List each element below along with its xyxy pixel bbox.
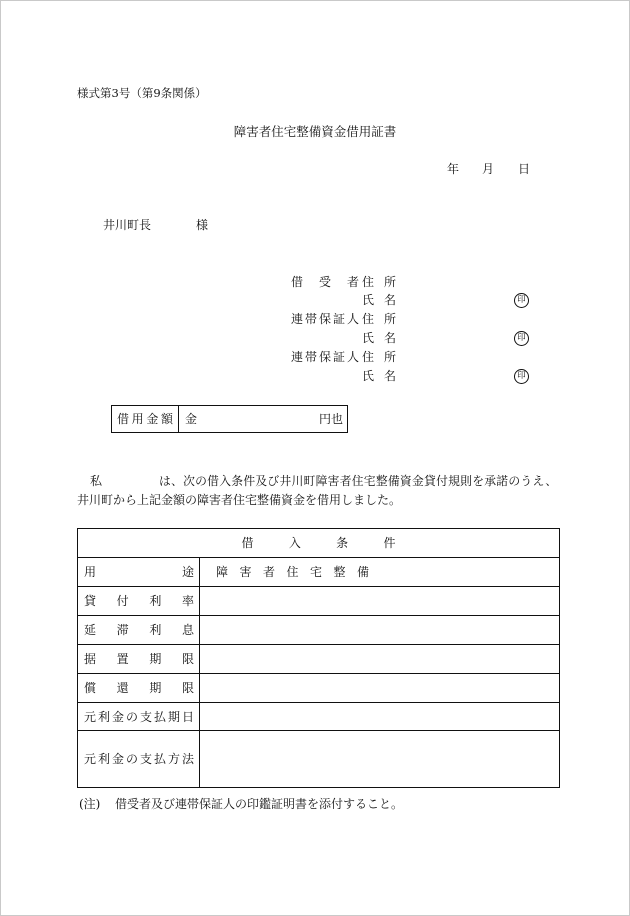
borrower-seal-mark: 印 bbox=[514, 293, 529, 308]
conditions-header: 借入条件 bbox=[241, 536, 396, 550]
condition-value-cell bbox=[200, 703, 560, 731]
condition-label-repayment-period: 償還期限 bbox=[84, 681, 194, 695]
note-marker: (注) bbox=[79, 797, 101, 811]
table-row bbox=[78, 703, 560, 731]
condition-label-cell bbox=[78, 616, 200, 645]
table-row bbox=[78, 731, 560, 788]
condition-label-cell bbox=[78, 645, 200, 674]
condition-label-cell bbox=[78, 558, 200, 587]
condition-label-purpose: 用途 bbox=[84, 565, 194, 579]
condition-label-cell bbox=[78, 674, 200, 703]
statement-line-2: 井川町から上記金額の障害者住宅整備資金を借用しました。 bbox=[77, 493, 402, 507]
condition-value-cell bbox=[200, 616, 560, 645]
date-month-label: 月 bbox=[482, 162, 495, 176]
guarantor1-role-label: 連帯保証人 bbox=[291, 312, 359, 326]
condition-value-cell bbox=[200, 731, 560, 788]
condition-label-late-interest: 延滞利息 bbox=[84, 623, 194, 637]
condition-label-cell bbox=[78, 587, 200, 616]
condition-value-cell bbox=[200, 674, 560, 703]
condition-label-deferment-period: 据置期限 bbox=[84, 652, 194, 666]
condition-label-interest-rate: 貸付利率 bbox=[84, 594, 194, 608]
statement-subject: 私 bbox=[90, 474, 103, 488]
loan-amount-label-cell bbox=[112, 406, 179, 432]
table-row bbox=[78, 674, 560, 703]
table-row bbox=[78, 616, 560, 645]
loan-amount-box bbox=[111, 405, 348, 433]
conditions-header-row bbox=[78, 529, 560, 558]
guarantor2-address-label: 住所 bbox=[362, 350, 396, 364]
guarantor2-seal-mark: 印 bbox=[514, 369, 529, 384]
condition-label-payment-method: 元利金の支払方法 bbox=[84, 752, 194, 766]
guarantor1-name-label: 氏名 bbox=[362, 331, 396, 345]
table-row bbox=[78, 587, 560, 616]
conditions-header-cell bbox=[78, 529, 560, 558]
condition-value-cell bbox=[200, 587, 560, 616]
loan-conditions-table bbox=[77, 528, 560, 788]
document-title: 障害者住宅整備資金借用証書 bbox=[233, 124, 397, 139]
loan-amount-prefix: 金 bbox=[185, 412, 198, 426]
form-number: 様式第3号（第9条関係） bbox=[77, 86, 207, 100]
loan-amount-suffix: 円也 bbox=[319, 412, 344, 426]
table-row bbox=[78, 645, 560, 674]
guarantor2-name-label: 氏名 bbox=[362, 369, 396, 383]
condition-label-cell bbox=[78, 703, 200, 731]
date-day-label: 日 bbox=[518, 162, 531, 176]
loan-amount-label: 借用金額 bbox=[117, 412, 173, 426]
addressee-name: 井川町長 bbox=[103, 218, 152, 232]
guarantor2-role-label: 連帯保証人 bbox=[291, 350, 359, 364]
date-year-label: 年 bbox=[447, 162, 460, 176]
statement-line-1: は、次の借入条件及び井川町障害者住宅整備資金貸付規則を承諾のうえ、 bbox=[159, 474, 557, 488]
condition-value-cell bbox=[200, 558, 560, 587]
guarantor1-address-label: 住所 bbox=[362, 312, 396, 326]
guarantor1-seal-mark: 印 bbox=[514, 331, 529, 346]
addressee-honorific: 様 bbox=[196, 218, 209, 232]
borrower-address-label: 住所 bbox=[362, 275, 396, 289]
table-row bbox=[78, 558, 560, 587]
condition-value-cell bbox=[200, 645, 560, 674]
borrower-name-label: 氏名 bbox=[362, 293, 396, 307]
borrower-role-label: 借受者 bbox=[291, 275, 359, 289]
condition-label-payment-date: 元利金の支払期日 bbox=[84, 709, 194, 724]
condition-value-purpose: 障害者住宅整備 bbox=[216, 565, 381, 579]
condition-label-cell bbox=[78, 731, 200, 788]
note-text: 借受者及び連帯保証人の印鑑証明書を添付すること。 bbox=[115, 797, 404, 811]
